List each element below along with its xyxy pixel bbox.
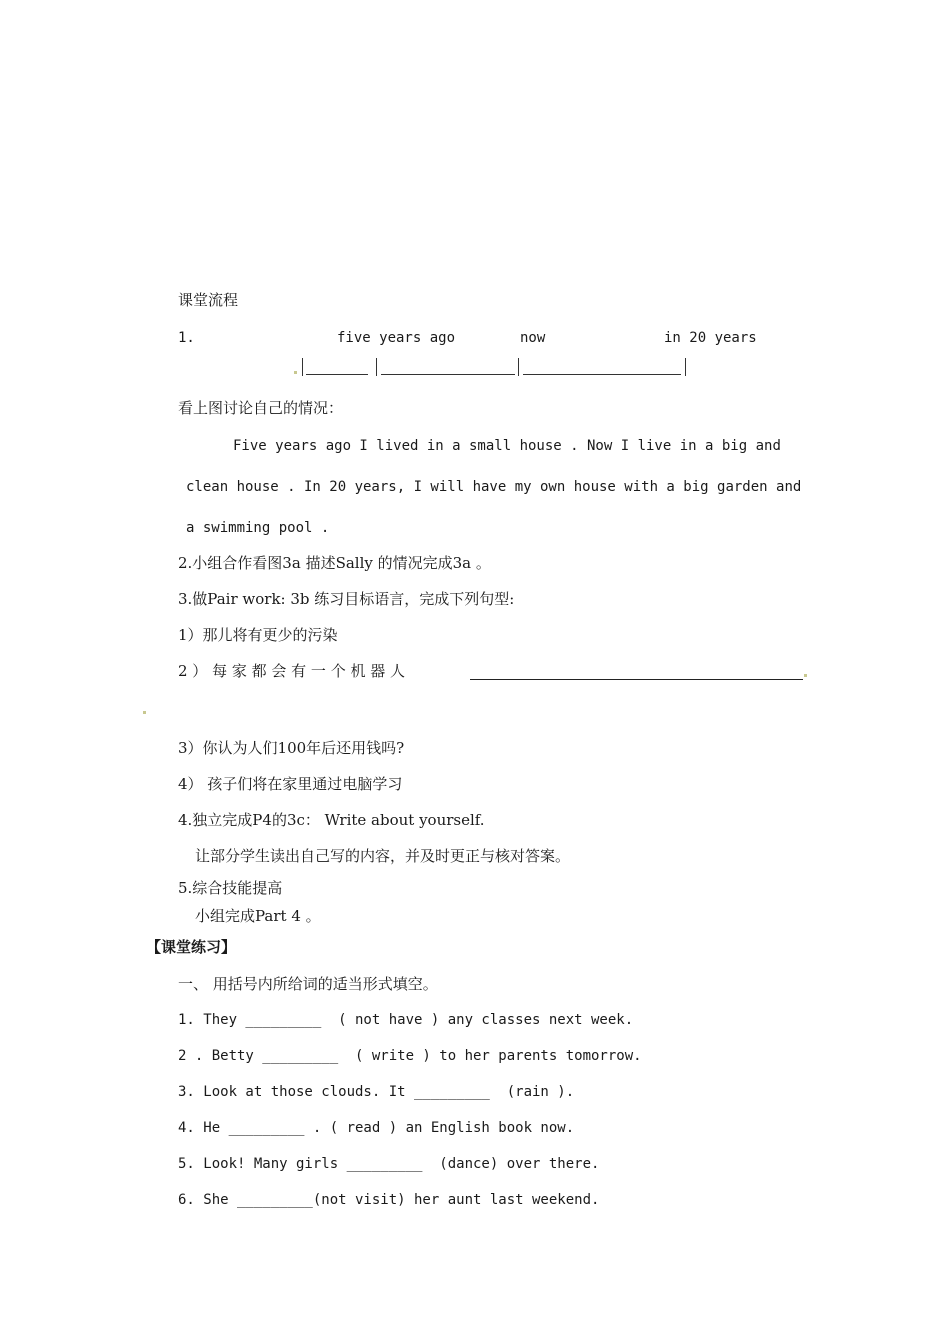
- sample-line-2: clean house . In 20 years, I will have my own house with a big garden and: [186, 479, 802, 495]
- sub-item-3: 3）你认为人们100年后还用钱吗?: [178, 739, 405, 757]
- timeline-label-now: now: [520, 330, 546, 346]
- item-4-note: 让部分学生读出自己写的内容，并及时更正与核对答案。: [195, 847, 571, 865]
- speck-mark: [294, 371, 297, 374]
- speck-mark: [804, 674, 807, 677]
- exercise-1: 1. They _________ ( not have ) any classes next week.: [178, 1012, 634, 1028]
- sample-line-3: a swimming pool .: [186, 520, 330, 536]
- sub-item-1: 1）那儿将有更少的污染: [178, 626, 338, 644]
- timeline-label-in-20-years: in 20 years: [664, 330, 757, 346]
- timeline-tick: [376, 358, 377, 376]
- exercise-6: 6. She _________(not visit) her aunt last weekend.: [178, 1192, 600, 1208]
- timeline-label-five-years-ago: five years ago: [337, 330, 456, 346]
- sub-item-2: 2 ） 每 家 都 会 有 一 个 机 器 人: [178, 662, 405, 680]
- exercise-5: 5. Look! Many girls _________ (dance) over there.: [178, 1156, 600, 1172]
- timeline-segment: [523, 374, 681, 375]
- timeline-tick: [518, 358, 519, 376]
- sample-line-1: Five years ago I lived in a small house . Now I live in a big and: [233, 438, 781, 454]
- speck-mark: [143, 711, 146, 714]
- timeline-segment: [306, 374, 368, 375]
- item-4: 4.独立完成P4的3c： Write about yourself.: [178, 811, 485, 829]
- item-5: 5.综合技能提高: [178, 879, 283, 897]
- timeline-tick: [302, 358, 303, 376]
- section-title-flow: 课堂流程: [178, 291, 239, 309]
- answer-blank: [470, 679, 803, 680]
- practice-intro: 一、 用括号内所给词的适当形式填空。: [178, 975, 438, 993]
- timeline-segment: [381, 374, 515, 375]
- item-1-number: 1.: [178, 330, 195, 346]
- timeline-tick: [685, 358, 686, 376]
- item-2: 2.小组合作看图3a 描述Sally 的情况完成3a 。: [178, 554, 491, 572]
- exercise-4: 4. He _________ . ( read ) an English book now.: [178, 1120, 575, 1136]
- item-5-note: 小组完成Part 4 。: [195, 907, 321, 925]
- exercise-2: 2 . Betty _________ ( write ) to her parents tomorrow.: [178, 1048, 642, 1064]
- timeline: [294, 356, 694, 380]
- sub-item-4: 4） 孩子们将在家里通过电脑学习: [178, 775, 403, 793]
- discuss-title: 看上图讨论自己的情况：: [178, 399, 344, 417]
- item-3: 3.做Pair work: 3b 练习目标语言，完成下列句型:: [178, 590, 515, 608]
- exercise-3: 3. Look at those clouds. It _________ (rain ).: [178, 1084, 575, 1100]
- practice-title: 【课堂练习】: [146, 938, 237, 956]
